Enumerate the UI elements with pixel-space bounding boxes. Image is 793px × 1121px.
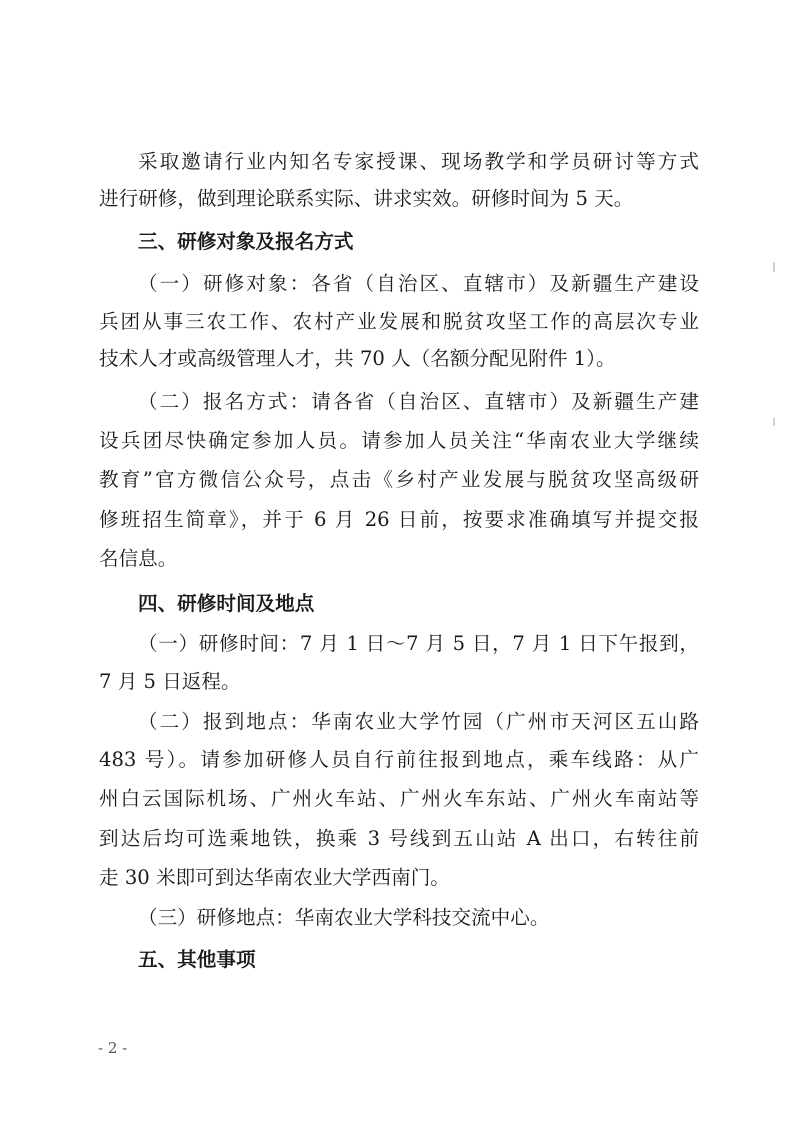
paragraph-line: 兵团从事三农工作、农村产业发展和脱贫攻坚工作的高层次专业 [99, 310, 699, 333]
section-heading-3: 三、研修对象及报名方式 [138, 230, 354, 253]
scan-mark [773, 418, 775, 426]
paragraph-line: 修班招生简章》，并于 6 月 26 日前，按要求准确填写并提交报 [99, 508, 699, 531]
page-number: - 2 - [98, 1039, 128, 1057]
paragraph-line: 技术人才或高级管理人才，共 70 人（名额分配见附件 1）。 [99, 347, 616, 370]
paragraph-line: （二）报到地点：华南农业大学竹园（广州市天河区五山路 [138, 710, 699, 733]
section-heading-5: 五、其他事项 [138, 948, 256, 971]
paragraph-line: 采取邀请行业内知名专家授课、现场教学和学员研讨等方式 [138, 150, 699, 173]
paragraph-line: （一）研修对象：各省（自治区、直辖市）及新疆生产建设 [138, 272, 699, 295]
paragraph-line: 州白云国际机场、广州火车站、广州火车东站、广州火车南站等 [99, 787, 699, 810]
section-heading-4: 四、研修时间及地点 [138, 592, 315, 615]
paragraph-line: 7 月 5 日返程。 [99, 670, 241, 693]
paragraph-line: （二）报名方式：请各省（自治区、直辖市）及新疆生产建 [138, 390, 699, 413]
paragraph-line: 483 号）。请参加研修人员自行前往报到地点，乘车线路：从广 [99, 748, 699, 771]
paragraph-line: 进行研修，做到理论联系实际、讲求实效。研修时间为 5 天。 [99, 187, 634, 210]
paragraph-line: 教育”官方微信公众号，点击《乡村产业发展与脱贫攻坚高级研 [99, 468, 699, 491]
paragraph-line: 到达后均可选乘地铁，换乘 3 号线到五山站 A 出口，右转往前 [99, 827, 699, 850]
paragraph-line: 设兵团尽快确定参加人员。请参加人员关注“华南农业大学继续 [99, 429, 699, 452]
paragraph-line: （一）研修时间：7 月 1 日～7 月 5 日，7 月 1 日下午报到， [138, 632, 699, 655]
paragraph-line: 名信息。 [99, 547, 178, 570]
paragraph-line: 走 30 米即可到达华南农业大学西南门。 [99, 866, 450, 889]
scan-mark [773, 262, 775, 272]
paragraph-line: （三）研修地点：华南农业大学科技交流中心。 [138, 906, 550, 929]
